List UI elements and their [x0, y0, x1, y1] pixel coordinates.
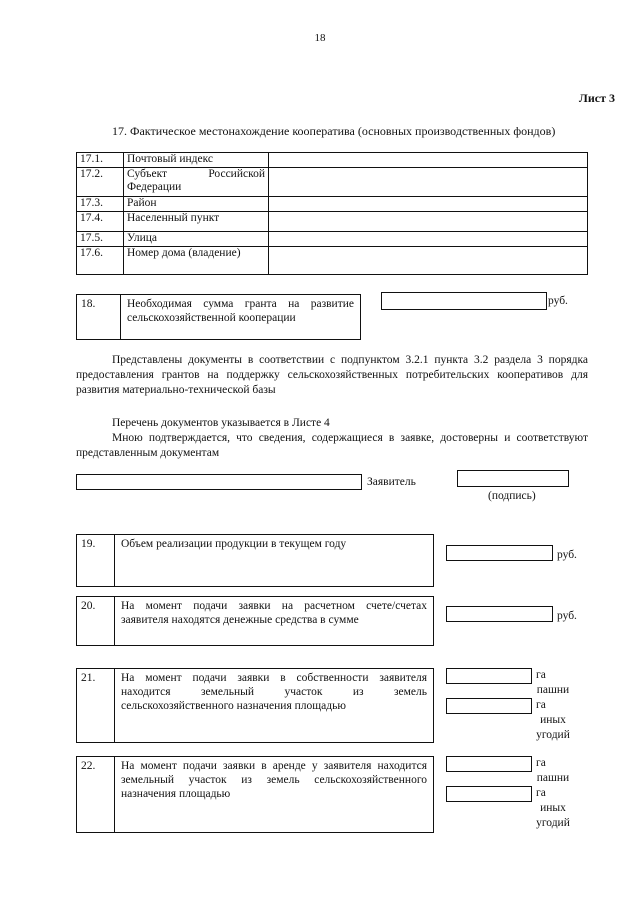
unit-arable: пашни — [536, 684, 570, 696]
row-label: Номер дома (владение) — [124, 247, 269, 275]
row-label: Населенный пункт — [124, 212, 269, 232]
region-field[interactable] — [269, 168, 588, 197]
confirmation-paragraph: Мною подтверждается, что сведения, содержащиеся в заявке, достоверны и соответствуют представленным документам — [76, 432, 588, 459]
currency-unit: руб. — [548, 295, 568, 307]
leased-arable-area-input[interactable] — [446, 756, 532, 772]
unit-ha: га — [536, 699, 546, 711]
house-number-field[interactable] — [269, 247, 588, 275]
item-20-text: На момент подачи заявки на расчетном счете/счетах заявителя находятся денежные средства в сумме — [121, 600, 427, 626]
table-row — [77, 168, 588, 197]
locality-field[interactable] — [269, 212, 588, 232]
page-number: 18 — [314, 32, 326, 44]
owned-arable-area-input[interactable] — [446, 668, 532, 684]
account-balance-input[interactable] — [446, 606, 553, 622]
location-table — [76, 152, 588, 275]
row-number: 17.5. — [77, 232, 124, 247]
unit-ha: га — [536, 757, 546, 769]
item-19-text: Объем реализации продукции в текущем году — [121, 538, 347, 550]
row-number: 17.6. — [77, 247, 124, 275]
item-18-text: Необходимая сумма гранта на развитие сельскохозяйственной кооперации — [127, 298, 354, 324]
street-field[interactable] — [269, 232, 588, 247]
item-number: 20. — [77, 597, 115, 645]
applicant-name-input[interactable] — [76, 474, 362, 490]
land-units-22 — [530, 756, 576, 831]
row-label: Улица — [124, 232, 269, 247]
unit-ha: га — [536, 787, 546, 799]
sheet-title: Лист 3 — [578, 91, 615, 105]
leased-other-area-input[interactable] — [446, 786, 532, 802]
grant-amount-input[interactable] — [381, 292, 547, 310]
sales-volume-input[interactable] — [446, 545, 553, 561]
item-number: 18. — [77, 295, 121, 339]
currency-unit: руб. — [557, 549, 577, 561]
table-row — [77, 212, 588, 232]
item-number: 21. — [77, 669, 115, 742]
item-22-box — [76, 756, 434, 833]
item-22-text: На момент подачи заявки в аренде у заявителя находится земельный участок из земель сельскохозяйственного назначения площадью — [121, 760, 427, 800]
unit-ha: га — [536, 669, 546, 681]
table-row — [77, 232, 588, 247]
section-17-heading: 17. Фактическое местонахождение кооператива (основных производственных фондов) — [112, 124, 556, 138]
item-19-box — [76, 534, 434, 587]
row-label: Район — [124, 197, 269, 212]
item-18-box — [76, 294, 361, 340]
row-number: 17.1. — [77, 153, 124, 168]
documents-paragraph: Представлены документы в соответствии с подпунктом 3.2.1 пункта 3.2 раздела 3 порядка предоставления грантов на поддержку сельскохозяйственных потребительских кооперативов для развития материально-технической базы — [76, 354, 588, 396]
unit-lands: угодий — [536, 729, 570, 741]
signature-input[interactable] — [457, 470, 569, 487]
unit-lands: угодий — [536, 817, 570, 829]
unit-other: иных — [540, 802, 566, 814]
table-row — [77, 197, 588, 212]
item-number: 22. — [77, 757, 115, 832]
table-row — [77, 247, 588, 275]
row-label: Почтовый индекс — [124, 153, 269, 168]
unit-other: иных — [540, 714, 566, 726]
row-number: 17.3. — [77, 197, 124, 212]
currency-unit: руб. — [557, 610, 577, 622]
row-number: 17.4. — [77, 212, 124, 232]
applicant-label: Заявитель — [367, 476, 416, 488]
district-field[interactable] — [269, 197, 588, 212]
item-21-box — [76, 668, 434, 743]
documents-list-note: Перечень документов указывается в Листе 4 — [112, 417, 330, 429]
item-20-box — [76, 596, 434, 646]
owned-other-area-input[interactable] — [446, 698, 532, 714]
row-label: Субъект Российской Федерации — [124, 168, 269, 197]
item-number: 19. — [77, 535, 115, 586]
table-row — [77, 153, 588, 168]
land-units-21 — [530, 668, 576, 743]
item-21-text: На момент подачи заявки в собственности заявителя находится земельный участок из земель сельскохозяйственного назначения площадью — [121, 672, 427, 712]
signature-caption: (подпись) — [488, 490, 536, 502]
unit-arable: пашни — [536, 772, 570, 784]
row-number: 17.2. — [77, 168, 124, 197]
postal-code-field[interactable] — [269, 153, 588, 168]
